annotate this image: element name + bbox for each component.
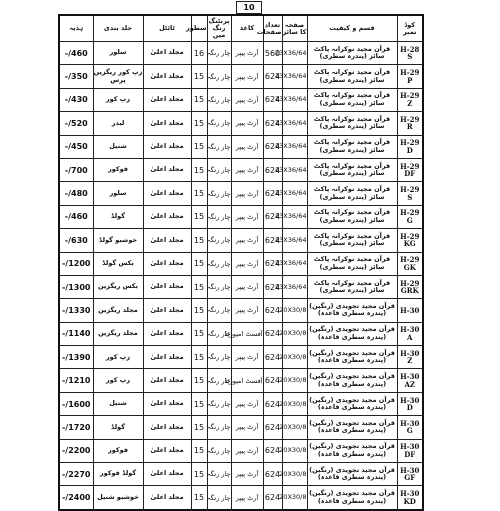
cell-binding: گولڈ	[93, 205, 143, 228]
cell-code	[397, 112, 423, 135]
cell-paper: آرٹ پیپر	[231, 463, 263, 486]
cell-price: 1390/-	[59, 346, 93, 369]
cell-pages: 624	[263, 299, 282, 322]
cell-price: 460/-	[59, 42, 93, 65]
code-suffix: Z	[407, 98, 413, 108]
cell-desc: قرآن مجید نوکرانہ پاکٹ سائز (پندرہ سطری)	[307, 112, 397, 135]
table-row	[59, 112, 423, 135]
cell-price: 350/-	[59, 65, 93, 88]
code-suffix: R	[406, 122, 413, 132]
cell-colors: چار رنگہ	[207, 182, 231, 205]
code-number: H-30	[400, 465, 420, 475]
cell-desc: قرآن مجید تجویدی (رنگین) (پندرہ سطری قاعدہ)	[307, 463, 397, 486]
cell-colors: چار رنگہ	[207, 252, 231, 275]
cell-paper: آرٹ پیپر	[231, 486, 263, 510]
catalog-body	[59, 42, 423, 510]
code-number: H-30	[400, 489, 420, 499]
cell-paper: آرٹ پیپر	[231, 392, 263, 415]
cell-desc: قرآن مجید تجویدی (رنگین) (پندرہ سطری قاعدہ)	[307, 392, 397, 415]
cell-price: 2400/-	[59, 486, 93, 510]
cell-price: 1210/-	[59, 369, 93, 392]
cell-binding: فوکور	[93, 158, 143, 181]
page-number: 10	[236, 1, 262, 14]
cell-price: 460/-	[59, 205, 93, 228]
cell-paper: آرٹ پیپر	[231, 439, 263, 462]
code-suffix: KG	[403, 239, 416, 249]
code-number: H-30	[400, 395, 420, 405]
cell-cover: مجلد اعلیٰ	[143, 486, 191, 510]
cell-cover: مجلد اعلیٰ	[143, 112, 191, 135]
cell-cover: مجلد اعلیٰ	[143, 346, 191, 369]
cell-paper: آرٹ پیپر	[231, 112, 263, 135]
cell-desc: قرآن مجید تجویدی (رنگین) (پندرہ سطری قاعدہ)	[307, 486, 397, 510]
code-number: H-30	[400, 372, 420, 382]
cell-size: 20X30/8	[282, 416, 307, 439]
cell-paper: آرٹ پیپر	[231, 42, 263, 65]
cell-price: 480/-	[59, 182, 93, 205]
cell-paper: آرٹ پیپر	[231, 416, 263, 439]
cell-lines: 15	[191, 299, 207, 322]
cell-size: 23X36/64	[282, 88, 307, 111]
code-number: H-29	[400, 68, 420, 78]
cell-pages: 624	[263, 486, 282, 510]
code-number: H-29	[400, 91, 420, 101]
cell-pages: 624	[263, 112, 282, 135]
cell-cover: مجلد اعلیٰ	[143, 135, 191, 158]
cell-cover: مجلد اعلیٰ	[143, 392, 191, 415]
cell-binding: مجلد ریگزین	[93, 299, 143, 322]
cell-colors: چار رنگہ	[207, 486, 231, 510]
cell-binding: مجلد ریگزین	[93, 322, 143, 345]
code-suffix: Z	[407, 356, 413, 366]
cell-pages: 624	[263, 392, 282, 415]
cell-lines: 15	[191, 252, 207, 275]
cell-desc: قرآن مجید نوکرانہ پاکٹ سائز (پندرہ سطری)	[307, 252, 397, 275]
cell-code	[397, 252, 423, 275]
cell-lines: 15	[191, 135, 207, 158]
code-suffix: D	[406, 145, 413, 155]
cell-binding: زپ کور	[93, 369, 143, 392]
code-suffix: D	[406, 403, 413, 413]
cell-pages: 624	[263, 369, 282, 392]
cell-size: 20X30/8	[282, 439, 307, 462]
cell-size: 23X36/64	[282, 182, 307, 205]
cell-desc: قرآن مجید تجویدی (رنگین) (پندرہ سطری قاعدہ)	[307, 439, 397, 462]
cell-lines: 16	[191, 42, 207, 65]
cell-cover: مجلد اعلیٰ	[143, 322, 191, 345]
header-size: صفحہ کا سائز	[282, 15, 307, 42]
cell-lines: 15	[191, 369, 207, 392]
cell-cover: مجلد اعلیٰ	[143, 439, 191, 462]
table-row	[59, 88, 423, 111]
cell-size: 23X36/64	[282, 205, 307, 228]
cell-desc: قرآن مجید نوکرانہ پاکٹ سائز (پندرہ سطری)	[307, 182, 397, 205]
cell-colors: چار رنگہ	[207, 135, 231, 158]
cell-cover: مجلد اعلیٰ	[143, 463, 191, 486]
cell-cover: مجلد اعلیٰ	[143, 65, 191, 88]
cell-lines: 15	[191, 392, 207, 415]
cell-code	[397, 205, 423, 228]
cell-size: 23X36/64	[282, 158, 307, 181]
cell-size: 23X36/64	[282, 229, 307, 252]
cell-code	[397, 229, 423, 252]
cell-paper: آفسٹ امپورٹڈ	[231, 369, 263, 392]
cell-cover: مجلد اعلیٰ	[143, 42, 191, 65]
cell-size: 23X36/64	[282, 252, 307, 275]
cell-size: 20X30/8	[282, 486, 307, 510]
cell-paper: آرٹ پیپر	[231, 275, 263, 298]
code-suffix: KD	[403, 496, 416, 506]
cell-pages: 624	[263, 439, 282, 462]
cell-desc: قرآن مجید تجویدی (رنگین) (پندرہ سطری قاعدہ)	[307, 369, 397, 392]
cell-binding: بکس ریگزین	[93, 275, 143, 298]
cell-pages: 560	[263, 42, 282, 65]
cell-lines: 15	[191, 112, 207, 135]
cell-desc: قرآن مجید نوکرانہ پاکٹ سائز (پندرہ سطری)	[307, 42, 397, 65]
header-description: قسم و کیفیت	[307, 15, 397, 42]
cell-code	[397, 158, 423, 181]
cell-desc: قرآن مجید نوکرانہ پاکٹ سائز (پندرہ سطری)	[307, 158, 397, 181]
cell-paper: آرٹ پیپر	[231, 205, 263, 228]
cell-lines: 15	[191, 205, 207, 228]
cell-price: 450/-	[59, 135, 93, 158]
cell-price: 430/-	[59, 88, 93, 111]
cell-binding: شنیل	[93, 392, 143, 415]
code-number: H-29	[400, 138, 420, 148]
cell-desc: قرآن مجید نوکرانہ پاکٹ سائز (پندرہ سطری)	[307, 65, 397, 88]
cell-colors: چار رنگہ	[207, 392, 231, 415]
table-row	[59, 369, 423, 392]
cell-desc: قرآن مجید نوکرانہ پاکٹ سائز (پندرہ سطری)	[307, 135, 397, 158]
cell-code	[397, 42, 423, 65]
cell-lines: 15	[191, 229, 207, 252]
cell-cover: مجلد اعلیٰ	[143, 252, 191, 275]
code-number: H-30	[400, 418, 420, 428]
header-row	[59, 15, 423, 42]
header-cover: ٹائٹل	[143, 15, 191, 42]
cell-size: 20X30/8	[282, 299, 307, 322]
cell-code	[397, 416, 423, 439]
code-number: H-29	[400, 255, 420, 265]
cell-size: 23X36/64	[282, 275, 307, 298]
code-number: H-30	[400, 442, 420, 452]
cell-paper: آرٹ پیپر	[231, 158, 263, 181]
table-row	[59, 252, 423, 275]
cell-colors: چار رنگہ	[207, 65, 231, 88]
cell-binding: زپ کور	[93, 88, 143, 111]
table-row	[59, 65, 423, 88]
cell-cover: مجلد اعلیٰ	[143, 416, 191, 439]
header-code: کوڈ نمبر	[397, 15, 423, 42]
table-row	[59, 229, 423, 252]
cell-code	[397, 135, 423, 158]
cell-binding: بکس گولڈ	[93, 252, 143, 275]
code-number: H-30	[400, 325, 420, 335]
code-number: H-29	[400, 114, 420, 124]
cell-lines: 15	[191, 463, 207, 486]
cell-price: 2200/-	[59, 439, 93, 462]
cell-size: 20X30/8	[282, 346, 307, 369]
cell-size: 20X30/8	[282, 392, 307, 415]
cell-code	[397, 275, 423, 298]
cell-cover: مجلد اعلیٰ	[143, 275, 191, 298]
cell-price: 1200/-	[59, 252, 93, 275]
cell-pages: 624	[263, 65, 282, 88]
cell-paper: آرٹ پیپر	[231, 135, 263, 158]
cell-lines: 15	[191, 416, 207, 439]
cell-size: 20X30/8	[282, 463, 307, 486]
table-row	[59, 439, 423, 462]
cell-lines: 15	[191, 65, 207, 88]
code-suffix: GK	[403, 262, 416, 272]
table-row	[59, 322, 423, 345]
cell-desc: قرآن مجید تجویدی (رنگین) (پندرہ سطری قاعدہ)	[307, 299, 397, 322]
cell-size: 23X36/64	[282, 42, 307, 65]
cell-desc: قرآن مجید تجویدی (رنگین) (پندرہ سطری قاعدہ)	[307, 346, 397, 369]
table-row	[59, 486, 423, 510]
catalog-table	[58, 14, 424, 511]
table-row	[59, 299, 423, 322]
cell-code	[397, 346, 423, 369]
cell-binding: گولڈ	[93, 416, 143, 439]
code-suffix: G	[406, 426, 413, 436]
cell-cover: مجلد اعلیٰ	[143, 299, 191, 322]
cell-colors: چار رنگہ	[207, 369, 231, 392]
cell-colors: چار رنگہ	[207, 299, 231, 322]
cell-code	[397, 369, 423, 392]
cell-code	[397, 392, 423, 415]
cell-cover: مجلد اعلیٰ	[143, 369, 191, 392]
cell-colors: چار رنگہ	[207, 416, 231, 439]
cell-colors: چار رنگہ	[207, 322, 231, 345]
cell-code	[397, 486, 423, 510]
cell-pages: 624	[263, 182, 282, 205]
cell-price: 1600/-	[59, 392, 93, 415]
header-price: ہدیہ	[59, 15, 93, 42]
cell-paper: آرٹ پیپر	[231, 252, 263, 275]
cell-colors: چار رنگہ	[207, 88, 231, 111]
cell-colors: چار رنگہ	[207, 463, 231, 486]
cell-cover: مجلد اعلیٰ	[143, 229, 191, 252]
cell-binding: زپ کور ریگزین پرس	[93, 65, 143, 88]
cell-code	[397, 88, 423, 111]
cell-price: 700/-	[59, 158, 93, 181]
cell-lines: 15	[191, 322, 207, 345]
cell-price: 1300/-	[59, 275, 93, 298]
cell-pages: 624	[263, 205, 282, 228]
cell-price: 1720/-	[59, 416, 93, 439]
cell-pages: 624	[263, 463, 282, 486]
cell-binding: شنیل	[93, 135, 143, 158]
table-row	[59, 275, 423, 298]
code-number: H-29	[400, 278, 420, 288]
cell-desc: قرآن مجید نوکرانہ پاکٹ سائز (پندرہ سطری)	[307, 205, 397, 228]
table-row	[59, 42, 423, 65]
cell-colors: چار رنگہ	[207, 229, 231, 252]
cell-paper: آرٹ پیپر	[231, 182, 263, 205]
code-suffix: S	[407, 192, 413, 202]
cell-binding: سلور	[93, 42, 143, 65]
table-row	[59, 463, 423, 486]
code-suffix: AZ	[404, 379, 416, 389]
cell-binding: خوشبو گولڈ	[93, 229, 143, 252]
cell-code	[397, 299, 423, 322]
cell-colors: چار رنگہ	[207, 346, 231, 369]
cell-binding: فوکور	[93, 439, 143, 462]
cell-price: 630/-	[59, 229, 93, 252]
cell-lines: 15	[191, 346, 207, 369]
code-number: H-29	[400, 208, 420, 218]
cell-desc: قرآن مجید تجویدی (رنگین) (پندرہ سطری قاعدہ)	[307, 322, 397, 345]
table-row	[59, 392, 423, 415]
cell-cover: مجلد اعلیٰ	[143, 182, 191, 205]
code-suffix: GRK	[400, 286, 419, 296]
cell-desc: قرآن مجید نوکرانہ پاکٹ سائز (پندرہ سطری)	[307, 275, 397, 298]
cell-size: 23X36/64	[282, 112, 307, 135]
code-number: H-28	[400, 44, 420, 54]
cell-paper: آرٹ پیپر	[231, 229, 263, 252]
cell-lines: 15	[191, 275, 207, 298]
code-number: H-29	[400, 185, 420, 195]
code-suffix: A	[407, 332, 413, 342]
cell-price: 1330/-	[59, 299, 93, 322]
code-number: H-29	[400, 231, 420, 241]
cell-pages: 624	[263, 229, 282, 252]
cell-price: 1140/-	[59, 322, 93, 345]
code-suffix: DF	[404, 169, 416, 179]
header-paper: کاغذ	[231, 15, 263, 42]
header-lines: سطور	[191, 15, 207, 42]
cell-cover: مجلد اعلیٰ	[143, 158, 191, 181]
cell-lines: 15	[191, 158, 207, 181]
table-row	[59, 158, 423, 181]
cell-binding: گولڈ فوکور	[93, 463, 143, 486]
cell-binding: زپ کور	[93, 346, 143, 369]
cell-cover: مجلد اعلیٰ	[143, 88, 191, 111]
cell-binding: لیدر	[93, 112, 143, 135]
cell-code	[397, 322, 423, 345]
cell-cover: مجلد اعلیٰ	[143, 205, 191, 228]
cell-lines: 15	[191, 88, 207, 111]
code-suffix: S	[407, 52, 413, 62]
cell-lines: 15	[191, 486, 207, 510]
cell-desc: قرآن مجید نوکرانہ پاکٹ سائز (پندرہ سطری)	[307, 229, 397, 252]
cell-desc: قرآن مجید تجویدی (رنگین) (پندرہ سطری قاعدہ)	[307, 416, 397, 439]
code-number: H-30	[400, 348, 420, 358]
cell-size: 23X36/64	[282, 135, 307, 158]
cell-pages: 624	[263, 346, 282, 369]
cell-code	[397, 463, 423, 486]
cell-pages: 624	[263, 252, 282, 275]
cell-pages: 624	[263, 158, 282, 181]
cell-pages: 624	[263, 322, 282, 345]
cell-size: 20X30/8	[282, 369, 307, 392]
cell-price: 2270/-	[59, 463, 93, 486]
cell-price: 520/-	[59, 112, 93, 135]
code-suffix: P	[407, 75, 413, 85]
cell-pages: 624	[263, 88, 282, 111]
cell-desc: قرآن مجید نوکرانہ پاکٹ سائز (پندرہ سطری)	[307, 88, 397, 111]
cell-paper: آفسٹ امپورٹڈ	[231, 322, 263, 345]
header-binding: جلد بندی	[93, 15, 143, 42]
cell-colors: چار رنگہ	[207, 439, 231, 462]
cell-binding: سلور	[93, 182, 143, 205]
cell-colors: چار رنگہ	[207, 275, 231, 298]
cell-code	[397, 65, 423, 88]
code-number: H-29	[400, 161, 420, 171]
code-suffix: G	[406, 215, 413, 225]
cell-paper: آرٹ پیپر	[231, 346, 263, 369]
code-suffix: DF	[404, 449, 416, 459]
cell-colors: چار رنگہ	[207, 42, 231, 65]
table-row	[59, 205, 423, 228]
cell-paper: آرٹ پیپر	[231, 88, 263, 111]
cell-pages: 624	[263, 275, 282, 298]
cell-colors: چار رنگہ	[207, 205, 231, 228]
cell-size: 20X30/8	[282, 322, 307, 345]
header-pages: تعداد صفحات	[263, 15, 282, 42]
header-colors: پرنٹنگ رنگ میں	[207, 15, 231, 42]
cell-code	[397, 439, 423, 462]
cell-size: 23X36/64	[282, 65, 307, 88]
cell-lines: 15	[191, 182, 207, 205]
cell-paper: آرٹ پیپر	[231, 299, 263, 322]
cell-paper: آرٹ پیپر	[231, 65, 263, 88]
cell-pages: 624	[263, 135, 282, 158]
cell-code	[397, 182, 423, 205]
table-row	[59, 416, 423, 439]
code-suffix: GF	[404, 473, 416, 483]
table-row	[59, 182, 423, 205]
cell-colors: چار رنگہ	[207, 158, 231, 181]
cell-binding: خوشبو شنیل	[93, 486, 143, 510]
code-number: H-30	[400, 305, 420, 315]
table-row	[59, 346, 423, 369]
cell-colors: چار رنگہ	[207, 112, 231, 135]
cell-lines: 15	[191, 439, 207, 462]
table-row	[59, 135, 423, 158]
cell-pages: 624	[263, 416, 282, 439]
